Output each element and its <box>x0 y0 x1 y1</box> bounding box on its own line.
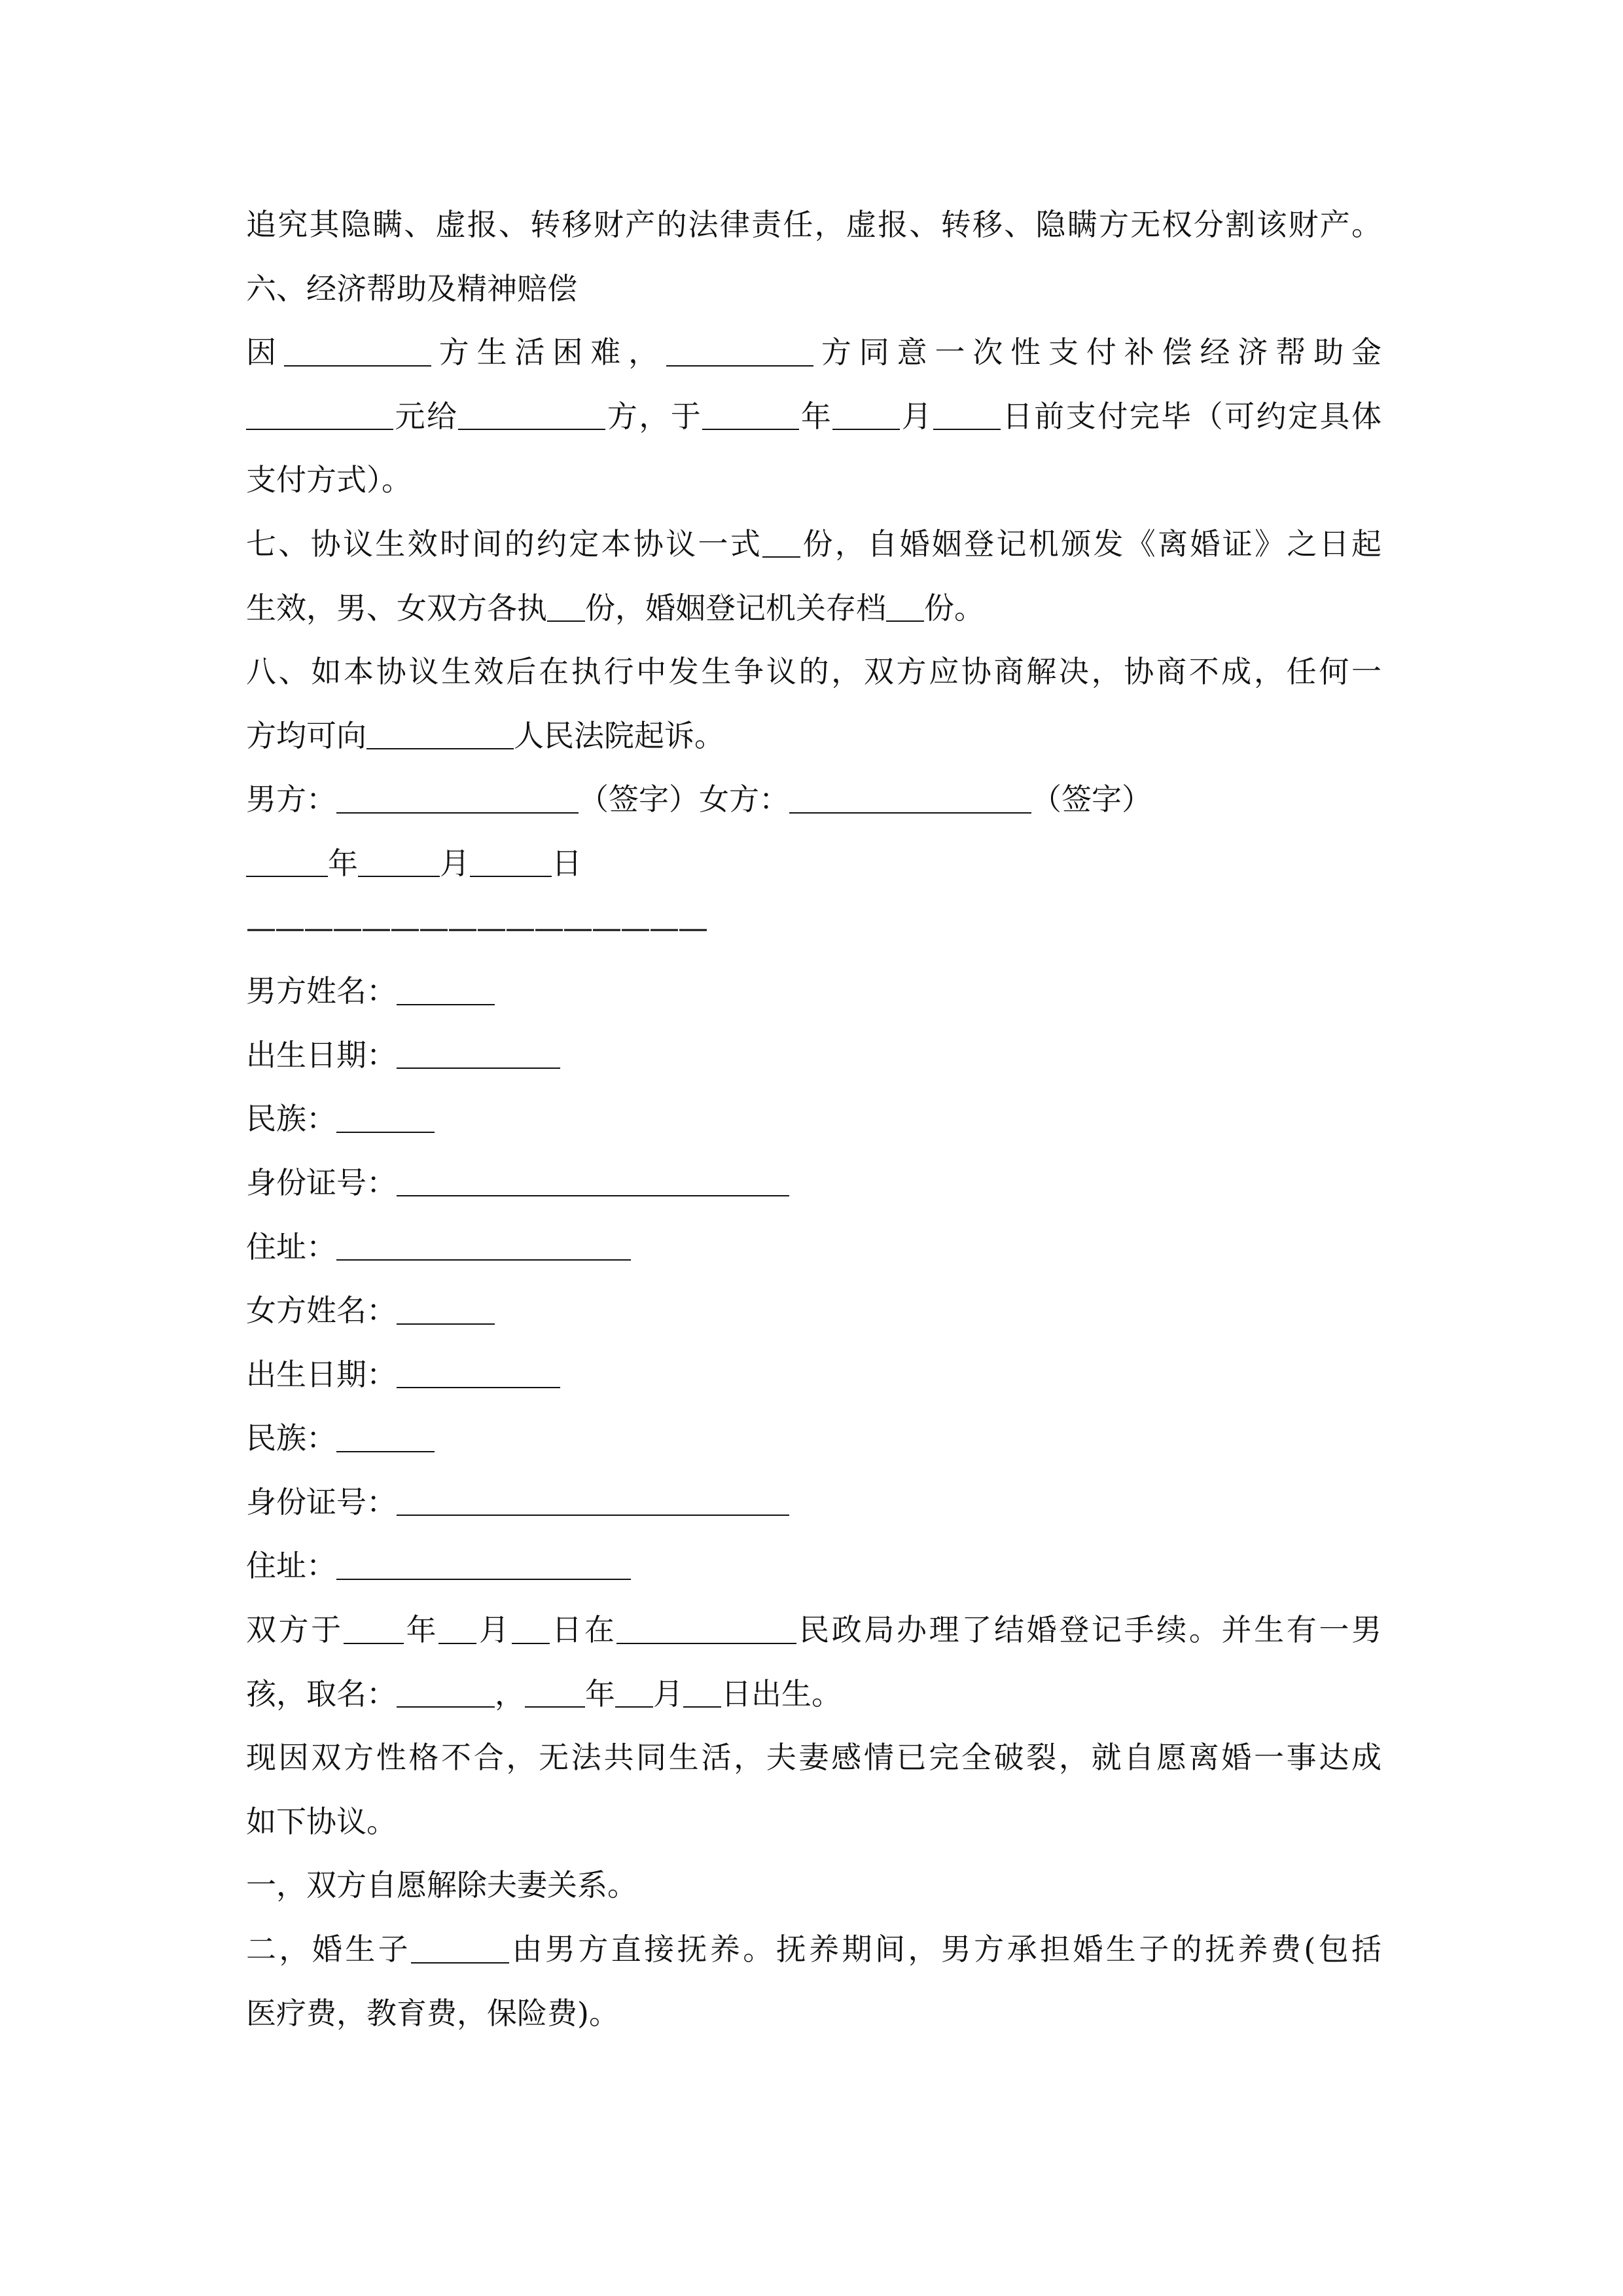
text-line: 追究其隐瞒、虚报、转移财产的法律责任，虚报、转移、隐瞒方无权分割该财产。 <box>246 207 1382 242</box>
court-name-field[interactable] <box>366 721 514 749</box>
blank-field[interactable] <box>512 1615 550 1643</box>
blank-field[interactable] <box>525 1679 585 1708</box>
date-line: 年 月 日 <box>246 832 1382 896</box>
text-line: 生效，男、女双方各执 份，婚姻登记机关存档 份。 <box>246 590 984 626</box>
text-line: 方均可向 人民法院起诉。 <box>246 717 724 753</box>
signature-line: 男方： （签字）女方： （签字） <box>246 781 1152 817</box>
female-id-number-field[interactable] <box>397 1488 789 1516</box>
blank-field[interactable] <box>616 1615 796 1643</box>
text-line: 七、协议生效时间的约定本协议一式 份，自婚姻登记机颁发《离婚证》之日起 <box>246 526 1382 562</box>
divider: ———————————————— <box>246 909 707 945</box>
male-id-number-field[interactable] <box>397 1168 789 1196</box>
blank-field[interactable] <box>762 529 800 558</box>
month-field[interactable] <box>358 849 440 877</box>
blank-field[interactable] <box>438 1615 476 1643</box>
female-address-field[interactable] <box>336 1552 631 1580</box>
form-row: 民族： <box>246 1087 1382 1151</box>
section-heading: 六、经济帮助及精神赔偿 <box>246 270 577 306</box>
male-address-field[interactable] <box>336 1232 631 1261</box>
blank-field[interactable] <box>547 594 585 622</box>
form-row: 身份证号： <box>246 1471 1382 1535</box>
blank-field[interactable] <box>615 1679 653 1708</box>
form-row: 民族： <box>246 1407 1382 1471</box>
form-row: 出生日期： <box>246 1343 1382 1407</box>
blank-field[interactable] <box>284 338 431 366</box>
blank-field[interactable] <box>933 402 1001 430</box>
year-field[interactable] <box>246 849 328 877</box>
male-ethnicity-field[interactable] <box>336 1104 435 1132</box>
text-line: 现因双方性格不合，无法共同生活，夫妻感情已完全破裂，就自愿离婚一事达成 <box>246 1740 1382 1776</box>
form-row: 住址： <box>246 1215 1382 1280</box>
form-row: 女方姓名： <box>246 1279 1382 1343</box>
form-row: 出生日期： <box>246 1024 1382 1088</box>
male-signature-field[interactable] <box>336 785 579 813</box>
text-line: 元给 方，于 年 月 日前支付完毕（可约定具体 <box>246 385 1382 449</box>
text-line: 支付方式）。 <box>246 462 412 498</box>
blank-field[interactable] <box>702 402 799 430</box>
text-line: 如下协议。 <box>246 1803 397 1839</box>
text-line: 一，双方自愿解除夫妻关系。 <box>246 1867 637 1903</box>
blank-field[interactable] <box>246 402 393 430</box>
form-row: 身份证号： <box>246 1151 1382 1215</box>
blank-field[interactable] <box>666 338 813 366</box>
text-line: 因 方生活困难， 方同意一次性支付补偿经济帮助金 <box>246 334 1382 370</box>
text-line: 双方于 年 月 日在 民政局办理了结婚登记手续。并生有一男 <box>246 1612 1382 1648</box>
male-name-field[interactable] <box>397 977 495 1005</box>
blank-field[interactable] <box>411 1935 509 1963</box>
blank-field[interactable] <box>886 594 924 622</box>
text-line: 八、如本协议生效后在执行中发生争议的，双方应协商解决，协商不成，任何一 <box>246 654 1382 690</box>
form-row: 男方姓名： <box>246 960 1382 1024</box>
text-line: 医疗费，教育费，保险费)。 <box>246 1995 619 2031</box>
male-birthdate-field[interactable] <box>397 1041 560 1069</box>
child-name-field[interactable] <box>397 1679 495 1708</box>
blank-field[interactable] <box>683 1679 721 1708</box>
text-line: 孩，取名： ， 年 月 日出生。 <box>246 1676 842 1712</box>
text-line: 二，婚生子 由男方直接抚养。抚养期间，男方承担婚生子的抚养费(包括 <box>246 1931 1382 1967</box>
day-field[interactable] <box>470 849 552 877</box>
form-row: 住址： <box>246 1534 1382 1598</box>
blank-field[interactable] <box>458 402 605 430</box>
document-page <box>246 193 1382 2045</box>
female-ethnicity-field[interactable] <box>336 1424 435 1452</box>
female-birthdate-field[interactable] <box>397 1360 560 1388</box>
female-name-field[interactable] <box>397 1296 495 1324</box>
blank-field[interactable] <box>832 402 900 430</box>
female-signature-field[interactable] <box>789 785 1031 813</box>
blank-field[interactable] <box>344 1615 404 1643</box>
